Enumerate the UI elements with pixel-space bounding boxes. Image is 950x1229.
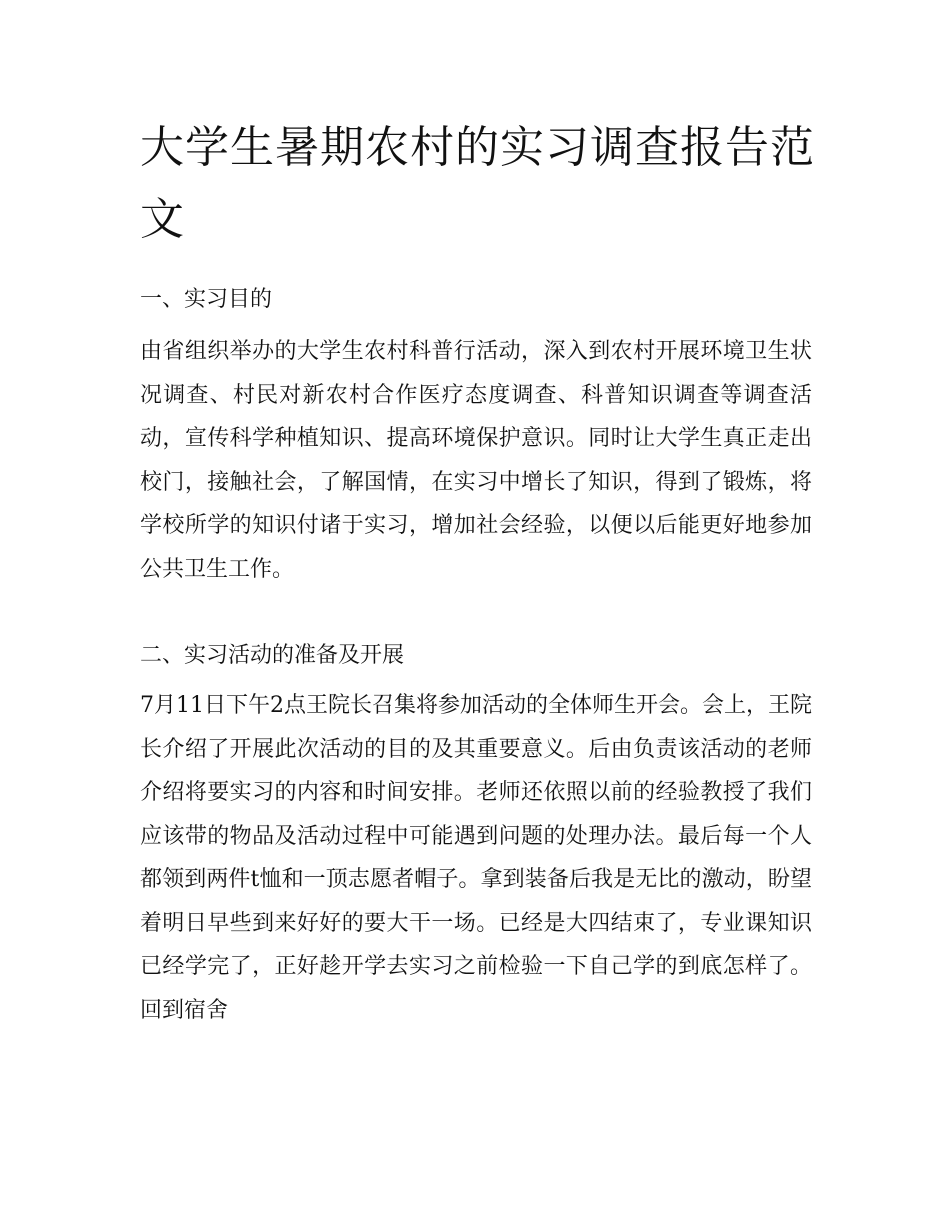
section-heading-preparation: 二、实习活动的准备及开展 (140, 643, 405, 668)
document-title: 大学生暑期农村的实习调查报告范文 (140, 122, 815, 245)
section-paragraph-preparation: 7月11日下午2点王院长召集将参加活动的全体师生开会。会上，王院长介绍了开展此次活动的目的及其重要意义。后由负责该活动的老师介绍将要实习的内容和时间安排。老师还依照以前的经验教授了我们应该带的物品及活动过程中可能遇到问题的处理办法。最后每一个人都领到两件t恤和一顶志愿者帽子。拿到装备后我是无比的激动，盼望着明日早些到来好好的要大干一场。已经是大四结束了，专业课知识已经学完了，正好趁开学去实习之前检验一下自己学的到底怎样了。回到宿舍 (140, 693, 812, 1023)
section-heading-purpose: 一、实习目的 (140, 287, 273, 312)
section-paragraph-purpose: 由省组织举办的大学生农村科普行活动，深入到农村开展环境卫生状况调查、村民对新农村合作医疗态度调查、科普知识调查等调查活动，宣传科学种植知识、提高环境保护意识。同时让大学生真正走出校门，接触社会，了解国情，在实习中增长了知识，得到了锻炼，将学校所学的知识付诸于实习，增加社会经验，以便以后能更好地参加公共卫生工作。 (140, 339, 812, 582)
